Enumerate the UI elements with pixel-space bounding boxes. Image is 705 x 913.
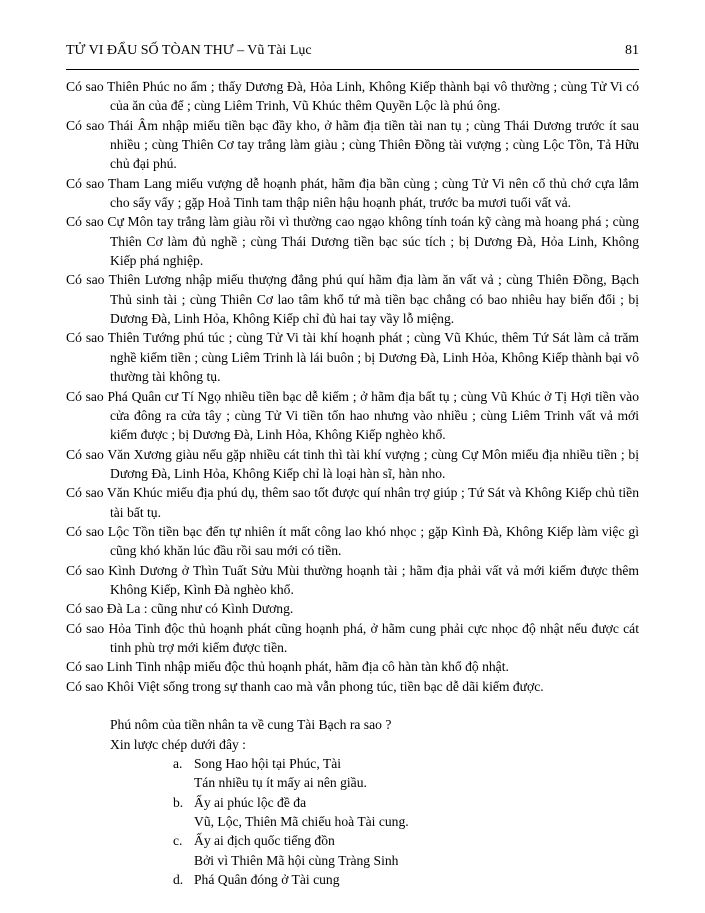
entry-paragraph: Có sao Thiên Phúc no ấm ; thấy Dương Đà, Hỏa Linh, Không Kiếp thành bại vô thường ; cùng Tử Vi có của ăn của để ; cùng Liêm Trinh, Vũ Khúc thêm Quyền Lộc là phú ông. — [66, 79, 639, 114]
verse-line: Ấy ai phúc lộc đề đa — [194, 794, 307, 810]
entry-paragraph: Có sao Cự Môn tay trắng làm giàu rồi vì thường cao ngạo không tính toán kỹ càng mà hoang phá ; cùng Thiên Cơ làm đủ nghề ; cùng Thái Dương tiền bạc súc tích ; bị Dương Đà, Hỏa Linh, Không Kiếp phá nghiệp. — [66, 214, 639, 269]
verse-intro — [66, 715, 639, 754]
header-rule — [66, 69, 639, 70]
verse-line: Bởi vì Thiên Mã hội cùng Tràng Sinh — [194, 852, 399, 868]
verse-line: Song Hao hội tại Phúc, Tài — [194, 756, 342, 772]
verse-line: Phá Quân đóng ở Tài cung — [194, 872, 340, 888]
verse-intro-question: Phú nôm của tiền nhân ta về cung Tài Bạch ra sao ? — [110, 717, 392, 733]
entry-paragraph: Có sao Thái Âm nhập miếu tiền bạc đầy kho, ở hãm địa tiền tài nan tụ ; cùng Thái Dương trước ít sau nhiều ; cùng Thiên Cơ tay trắng làm giàu ; cùng Thiên Đồng tài vượng ; cùng Lộc Tồn, Tả Hữu chủ đại phú. — [66, 117, 639, 172]
verse-item-label: b. — [173, 794, 184, 810]
page-body — [66, 77, 639, 889]
entry-paragraph: Có sao Hỏa Tinh độc thủ hoạnh phát cũng hoạnh phá, ở hãm cung phải cực nhọc độ nhật nếu được cát tinh phù trợ mới kiếm được tiền. — [66, 620, 639, 655]
verse-line: Vũ, Lộc, Thiên Mã chiếu hoà Tài cung. — [194, 814, 409, 830]
entry-paragraph: Có sao Thiên Lương nhập miếu thượng đẳng phú quí hãm địa làm ăn vất vả ; cùng Thiên Đồng, Bạch Thủ sinh tài ; cùng Thiên Cơ lao tâm khổ tứ mà tiền bạc chẳng có bao nhiêu hay biến đổi ; bị Dương Đà, Linh Hỏa, Không Kiếp chỉ đủ hai tay vầy lỗ miệng. — [66, 272, 639, 327]
entry-paragraph: Có sao Văn Khúc miếu địa phú dụ, thêm sao tốt được quí nhân trợ giúp ; Tứ Sát và Không Kiếp chủ tiền tài bất tụ. — [66, 485, 639, 520]
verse-item-lines — [194, 793, 639, 832]
verse-item-label: a. — [173, 756, 183, 772]
verse-intro-lead: Xin lược chép dưới đây : — [110, 736, 246, 752]
entry-paragraph: Có sao Lộc Tồn tiền bạc đến tự nhiên ít mất công lao khó nhọc ; gặp Kình Đà, Không Kiếp làm việc gì cũng khó khăn lúc đầu rồi sau mới có tiền. — [66, 523, 639, 559]
verse-item-label: c. — [173, 833, 183, 849]
verse-item-lines — [194, 831, 639, 870]
verse-item-lines — [194, 870, 639, 889]
entry-paragraph: Có sao Khôi Việt sống trong sự thanh cao mà vẫn phong túc, tiền bạc dễ dãi kiếm được. — [66, 678, 544, 694]
entry-paragraph: Có sao Đà La : cũng như có Kình Dương. — [66, 601, 294, 617]
verse-item-label: d. — [173, 872, 184, 888]
verse-item-b — [173, 793, 639, 832]
verse-item-d — [173, 870, 639, 889]
verse-item-c — [173, 831, 639, 870]
verse-item-a — [173, 754, 639, 793]
verse-line: Tán nhiều tụ ít mấy ai nên giầu. — [194, 775, 367, 791]
verse-line: Ấy ai địch quốc tiếng đồn — [194, 833, 335, 849]
entry-paragraph: Có sao Thiên Tướng phú túc ; cùng Tử Vi tài khí hoạnh phát ; cùng Vũ Khúc, thêm Tứ Sát làm cả trăm nghề kiếm tiền ; cùng Liêm Trinh là lái buôn ; bị Dương Đà, Linh Hỏa, Không Kiếp thành bại vô thường tài không tụ. — [66, 330, 639, 385]
page-header — [66, 42, 639, 60]
entry-paragraph: Có sao Văn Xương giàu nếu gặp nhiều cát tinh thì tài khí vượng ; cùng Cự Môn miếu địa nhiều tiền ; bị Dương Đà, Linh Hỏa, Không Kiếp chỉ là loại hàn sĩ, hàn nho. — [66, 446, 639, 481]
entry-paragraph: Có sao Phá Quân cư Tí Ngọ nhiều tiền bạc dễ kiếm ; ở hãm địa bất tụ ; cùng Vũ Khúc ở Tị Hợi tiền vào cửa đông ra cửa tây ; cùng Tử Vi tiền tốn hao nhưng vào nhiều ; cùng Liêm Trinh vất vả mới kiếm được ; bị Dương Đà, Linh Hỏa, Không Kiếp nghèo khổ. — [66, 388, 639, 443]
entry-paragraph: Có sao Linh Tinh nhập miếu độc thủ hoạnh phát, hãm địa cô hàn tàn khổ độ nhật. — [66, 659, 509, 675]
entry-paragraph: Có sao Kình Dương ở Thìn Tuất Sửu Mùi thường hoạnh tài ; hãm địa phải vất vả mới kiếm được thêm Không Kiếp, Kình Đà nghèo khổ. — [66, 562, 639, 597]
page-number: 81 — [625, 43, 639, 58]
running-title: TỬ VI ĐẨU SỐ TÒAN THƯ – Vũ Tài Lục — [66, 43, 312, 58]
verse-list — [66, 754, 639, 889]
entry-paragraph: Có sao Tham Lang miếu vượng dễ hoạnh phát, hãm địa bần cùng ; cùng Tử Vi nên cố thủ chớ cựa lắm cho sẩy vẩy ; gặp Hoả Tinh tam thập niên hậu hoạnh phát, trước ba mươi tuổi vất vả. — [66, 175, 639, 211]
verse-item-lines — [194, 754, 639, 793]
